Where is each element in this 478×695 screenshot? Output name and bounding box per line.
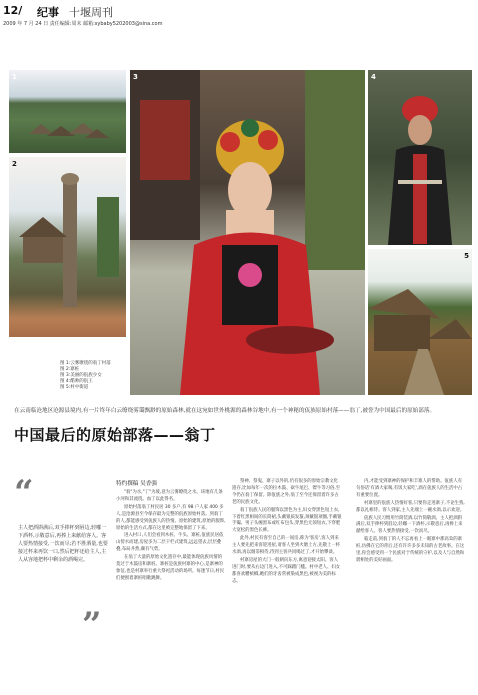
photo-number-3: 3 (133, 73, 138, 81)
caption-line: 图 4:酷帅的佤王 (60, 379, 93, 384)
edition-meta: 2009 年 7 月 24 日 责任编辑:周末 邮箱:sybaby5202003@sina.com (3, 21, 163, 27)
photo-number-1: 1 (12, 73, 17, 81)
article-paragraph: 在翁丁大量的原始文化遗存中,最能体现佤族风情的莫过于木鼓房和寨桩。寨桩是佤族村寨的中心,是寨神的象征,也是村寨举行重大祭祀活动的场所。每逢节日,村民们便围着寨桩唱歌跳舞。 (116, 555, 225, 581)
section-title: 纪事 (37, 6, 59, 19)
village-roofs-graphic (29, 114, 109, 144)
caption-line: 图 5:村中街道 (60, 385, 89, 390)
photo-number-5: 5 (464, 252, 469, 260)
photo-number-4: 4 (371, 73, 376, 81)
article-paragraph: 佤族人民习惯用竹筒装酒,以竹筒敬酒。主人把酒斟满后,双手捧杯到唇边,轻嘟一下酒杯,示敬意后,再捧上来献给客人。客人要热情接受,一饮而尽。 (356, 515, 463, 535)
photo-caption (60, 361, 130, 391)
photo-wa-girl (130, 70, 365, 395)
article-paragraph: 此外,村民有客至自己的一间房,称为'客房',客人到来主人要先把来客迎进屋,请客人坐到火塘上方,先敬上一杯水酒,再以烟茶相待,待到主客共同喝过了,才开始攀谈。 (232, 536, 341, 556)
photo-village-street (368, 249, 472, 395)
publication-name: 十堰周刊 (69, 6, 113, 19)
wa-king-graphic (368, 70, 472, 245)
article-headline: 中国最后的原始部落——翁丁 (14, 426, 216, 444)
article-byline: 特约撰稿 吴香强 (116, 481, 157, 487)
article-paragraph: 村寨房屋的大门一般朝向东方,寓意迎接太阳。客人进门时,要从右边门进入,不可踩踏门槛。村中老人、妇女都喜欢嚼槟榔,她们的牙齿常被染成黑色,被视为美的标志。 (232, 557, 341, 584)
page-number: 12/ (3, 4, 23, 17)
article-paragraph: 村寨里的佤族人热情好客,只要你走进寨子,不论生熟,都以礼相待。客人到家,主人先端上一碗水酒,以示欢迎。 (356, 500, 465, 513)
photo-number-2: 2 (12, 160, 17, 168)
photo-village-post (9, 157, 126, 337)
article-paragraph: 临走前,到翁丁的人不忘再看上一眼寨中那高耸的寨桩,仿佛在它的背后,还有许许多多未知的古老故事。在这里,你会感受到一个民族对于传统的守护,以及人与自然和谐相处的美好画面。 (356, 537, 465, 563)
page-header (3, 4, 475, 28)
article-intro: 在云南临沧地区沧源县境内,有一片终年白云缭绕雾霭飘渺的原始森林,就在这宛如世外桃源的森林谷地中,有一个神秘的佤族原始村落——翁丁,被誉为中国最后的原始部落。 (14, 408, 436, 414)
article-paragraph: 祭神、祭鬼、寨子以外的,仍有很多的原始宗教文化遗存,比如每年一次的拉木鼓、砍牛尾巴、镖牛等习俗,至今仍在翁丁保留。除佤族之外,翁丁至今还保留着许多古老的民族文化。 (232, 479, 341, 505)
article-paragraph: "翁"为水,"丁"为坡,意为云雾缭绕之水。该地有几条小河和其流绕。血丁以此得名。 (116, 490, 223, 502)
article-paragraph: 内,才能受到寨神的保护和丰寨人的帮助。佤族人有句俗话'有酒大家喝,有饭大家吃',酒在佤族人的生活中占有重要位置。 (356, 479, 463, 498)
article-column-3 (356, 479, 466, 566)
pull-quote: 主人把酒斟满后,双手捧杯到唇边,轻嘟一下酒杯,示敬意后,再捧上来献给客人。客人要热情接受,一饮而尽;若不胜酒量,也要接过杯来再饮一口,然后把杯还给主人,主人从容地把杯中剩余的酒喝完。 (18, 525, 108, 563)
photo-misty-village (9, 70, 126, 153)
article-column-1 (116, 490, 226, 584)
open-quote-mark: “ (14, 473, 34, 513)
village-post-graphic (9, 157, 126, 337)
article-paragraph: 原始村落翁丁村民居 30 多户,有 98 户人家 400 多人,是沧源县至今保存最为完整的佤族原始村落。到翁丁的人,都能感受到佤族人的热情。原始的建筑,原始的服饰,原始的生活方式,都在这里被完整地保留了下来。 (116, 504, 226, 531)
village-street-graphic (368, 249, 472, 395)
article-paragraph: 翁丁佤族人民的服饰以黑色为主,妇女穿黑色短上衣,下着红黑相间的长筒裙,头戴银质发箍,颈戴银项圈,手戴银手镯。男子头缠黑布或红布包头,穿黑色无领短衣,下穿肥大宽松的黑色长裤。 (232, 507, 342, 534)
caption-line: 图 1:云雾缭绕的翁丁村落 (60, 361, 111, 366)
photo-wa-king (368, 70, 472, 245)
close-quote-mark: ” (82, 605, 102, 645)
article-column-2 (232, 479, 342, 587)
caption-line: 图 2:寨桩 (60, 367, 80, 372)
wa-girl-graphic (130, 70, 365, 395)
caption-line: 图 3:美丽的佤族少女 (60, 373, 102, 378)
article-paragraph: 进入村口,人们会看到木桩、牛头、寨桩,佤族民居依山傍水而建,房屋多为二层干栏式建筑,远远望去,层层叠叠,布局井然,颇有气势。 (116, 533, 224, 553)
